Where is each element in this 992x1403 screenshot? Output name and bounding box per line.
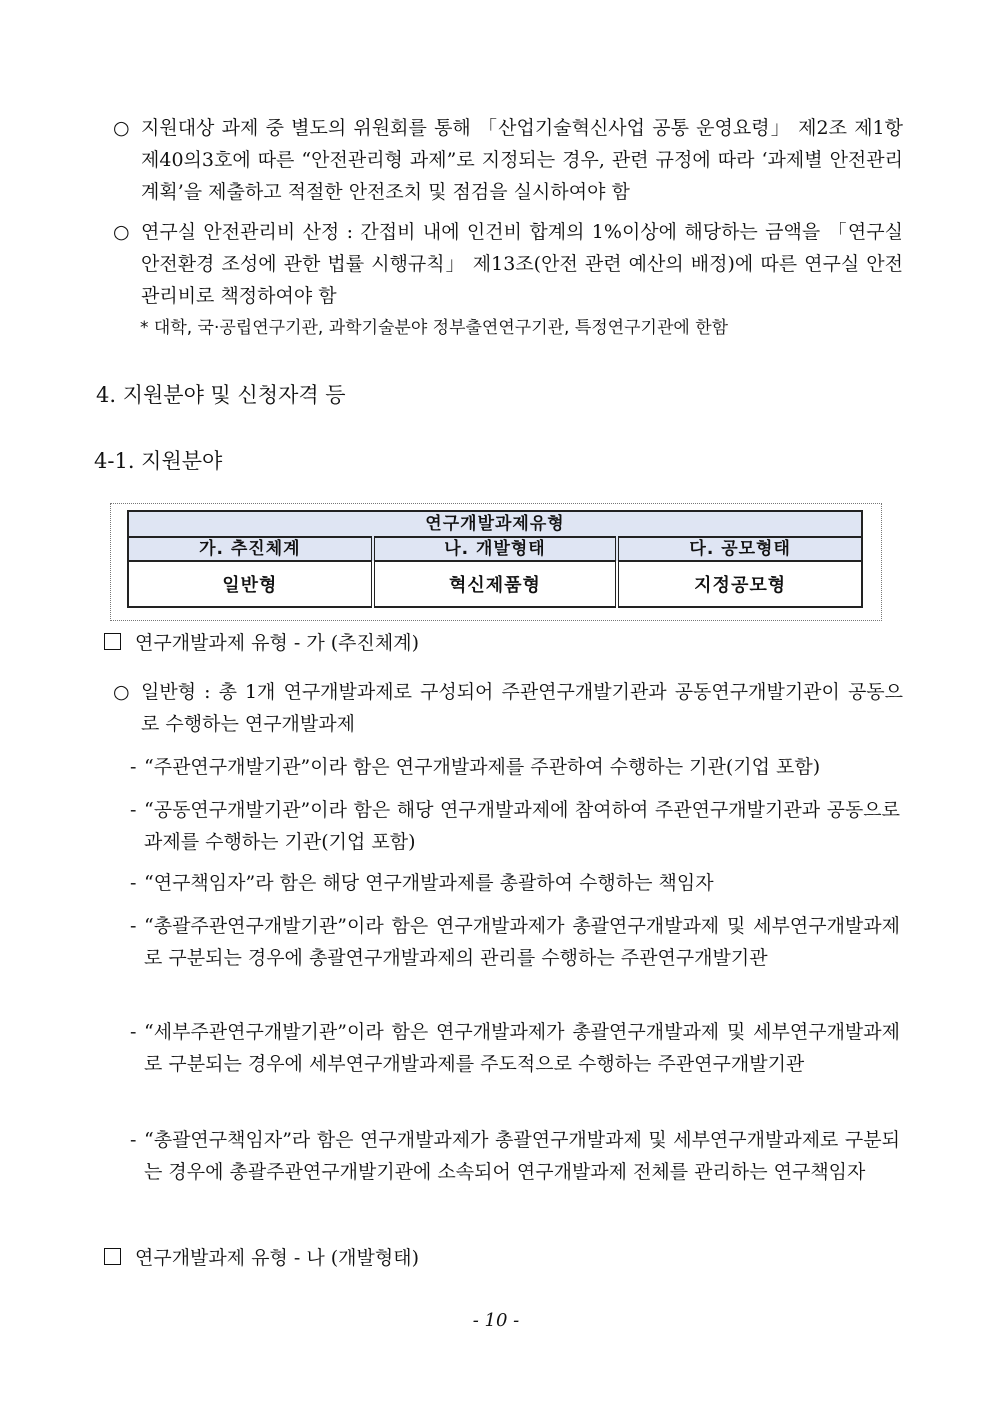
rd-task-type-table [127, 510, 863, 608]
dash-marker: - [130, 756, 137, 778]
paragraph-text: 일반형 : 총 1개 연구개발과제로 구성되어 주관연구개발기관과 공동연구개발기관이 공동으로 수행하는 연구개발과제 [141, 681, 903, 735]
dash-marker: - [130, 872, 137, 894]
section-heading: 4. 지원분야 및 신청자격 등 [96, 383, 346, 407]
definition-item [130, 910, 900, 974]
definition-text: “총괄주관연구개발기관”이라 함은 연구개발과제가 총괄연구개발과제 및 세부연구개발과제로 구분되는 경우에 총괄연구개발과제의 관리를 수행하는 주관연구개발기관 [144, 915, 900, 969]
definition-text: “주관연구개발기관”이라 함은 연구개발과제를 주관하여 수행하는 기관(기업 포함) [144, 756, 821, 778]
subsection-heading: 4-1. 지원분야 [94, 449, 223, 473]
table-value-row [128, 561, 862, 607]
checkbox-icon [104, 633, 121, 650]
dash-marker: - [130, 799, 137, 821]
table-title-row [128, 511, 862, 537]
type-a-title: 연구개발과제 유형 - 가 (추진체계) [135, 632, 420, 654]
paragraph-text: 지원대상 과제 중 별도의 위원회를 통해 「산업기술혁신사업 공통 운영요령」 제2조 제1항 제40의3호에 따른 “안전관리형 과제”로 지정되는 경우, 관련 규정에 따라 ‘과제별 안전관리계획’을 제출하고 적절한 안전조치 및 점검을 실시하여야 함 [141, 117, 903, 203]
table-header-cell: 가. 추진체계 [128, 537, 373, 561]
bullet-paragraph-safety-project [113, 112, 903, 208]
bullet-paragraph-safety-cost [113, 216, 903, 312]
table-value-cell: 혁신제품형 [373, 561, 618, 607]
circle-bullet-icon: ○ [113, 221, 130, 243]
definition-text: “세부주관연구개발기관”이라 함은 연구개발과제가 총괄연구개발과제 및 세부연구개발과제로 구분되는 경우에 세부연구개발과제를 주도적으로 수행하는 주관연구개발기관 [144, 1021, 900, 1075]
bullet-paragraph-general-type [113, 676, 903, 740]
page-number: - 10 - [472, 1310, 520, 1331]
type-b-heading [104, 1243, 419, 1273]
table-header-cell: 다. 공모형태 [617, 537, 862, 561]
table-header-cell: 나. 개발형태 [373, 537, 618, 561]
table-value-cell: 일반형 [128, 561, 373, 607]
definition-item [130, 794, 900, 858]
definition-text: “총괄연구책임자”라 함은 연구개발과제가 총괄연구개발과제 및 세부연구개발과제로 구분되는 경우에 총괄주관연구개발기관에 소속되어 연구개발과제 전체를 관리하는 연구책임자 [144, 1129, 900, 1183]
definition-item [130, 867, 900, 899]
definition-item [130, 751, 900, 783]
dash-marker: - [130, 1021, 137, 1043]
dash-marker: - [130, 915, 137, 937]
footnote: * 대학, 국·공립연구기관, 과학기술분야 정부출연연구기관, 특정연구기관에 한함 [140, 318, 729, 338]
table-title: 연구개발과제유형 [128, 511, 862, 537]
circle-bullet-icon: ○ [113, 117, 130, 139]
type-b-title: 연구개발과제 유형 - 나 (개발형태) [135, 1247, 420, 1269]
table-value-cell: 지정공모형 [617, 561, 862, 607]
definition-item [130, 1016, 900, 1080]
definition-text: “연구책임자”라 함은 해당 연구개발과제를 총괄하여 수행하는 책임자 [144, 872, 714, 894]
circle-bullet-icon: ○ [113, 681, 130, 703]
checkbox-icon [104, 1248, 121, 1265]
dash-marker: - [130, 1129, 137, 1151]
type-a-heading [104, 628, 419, 658]
table-header-row [128, 537, 862, 561]
definition-item [130, 1124, 900, 1188]
definition-text: “공동연구개발기관”이라 함은 해당 연구개발과제에 참여하여 주관연구개발기관과 공동으로 과제를 수행하는 기관(기업 포함) [144, 799, 900, 853]
paragraph-text: 연구실 안전관리비 산정 : 간접비 내에 인건비 합계의 1%이상에 해당하는 금액을 「연구실 안전환경 조성에 관한 법률 시행규칙」 제13조(안전 관련 예산의 배정)에 따른 연구실 안전관리비로 책정하여야 함 [141, 221, 903, 307]
